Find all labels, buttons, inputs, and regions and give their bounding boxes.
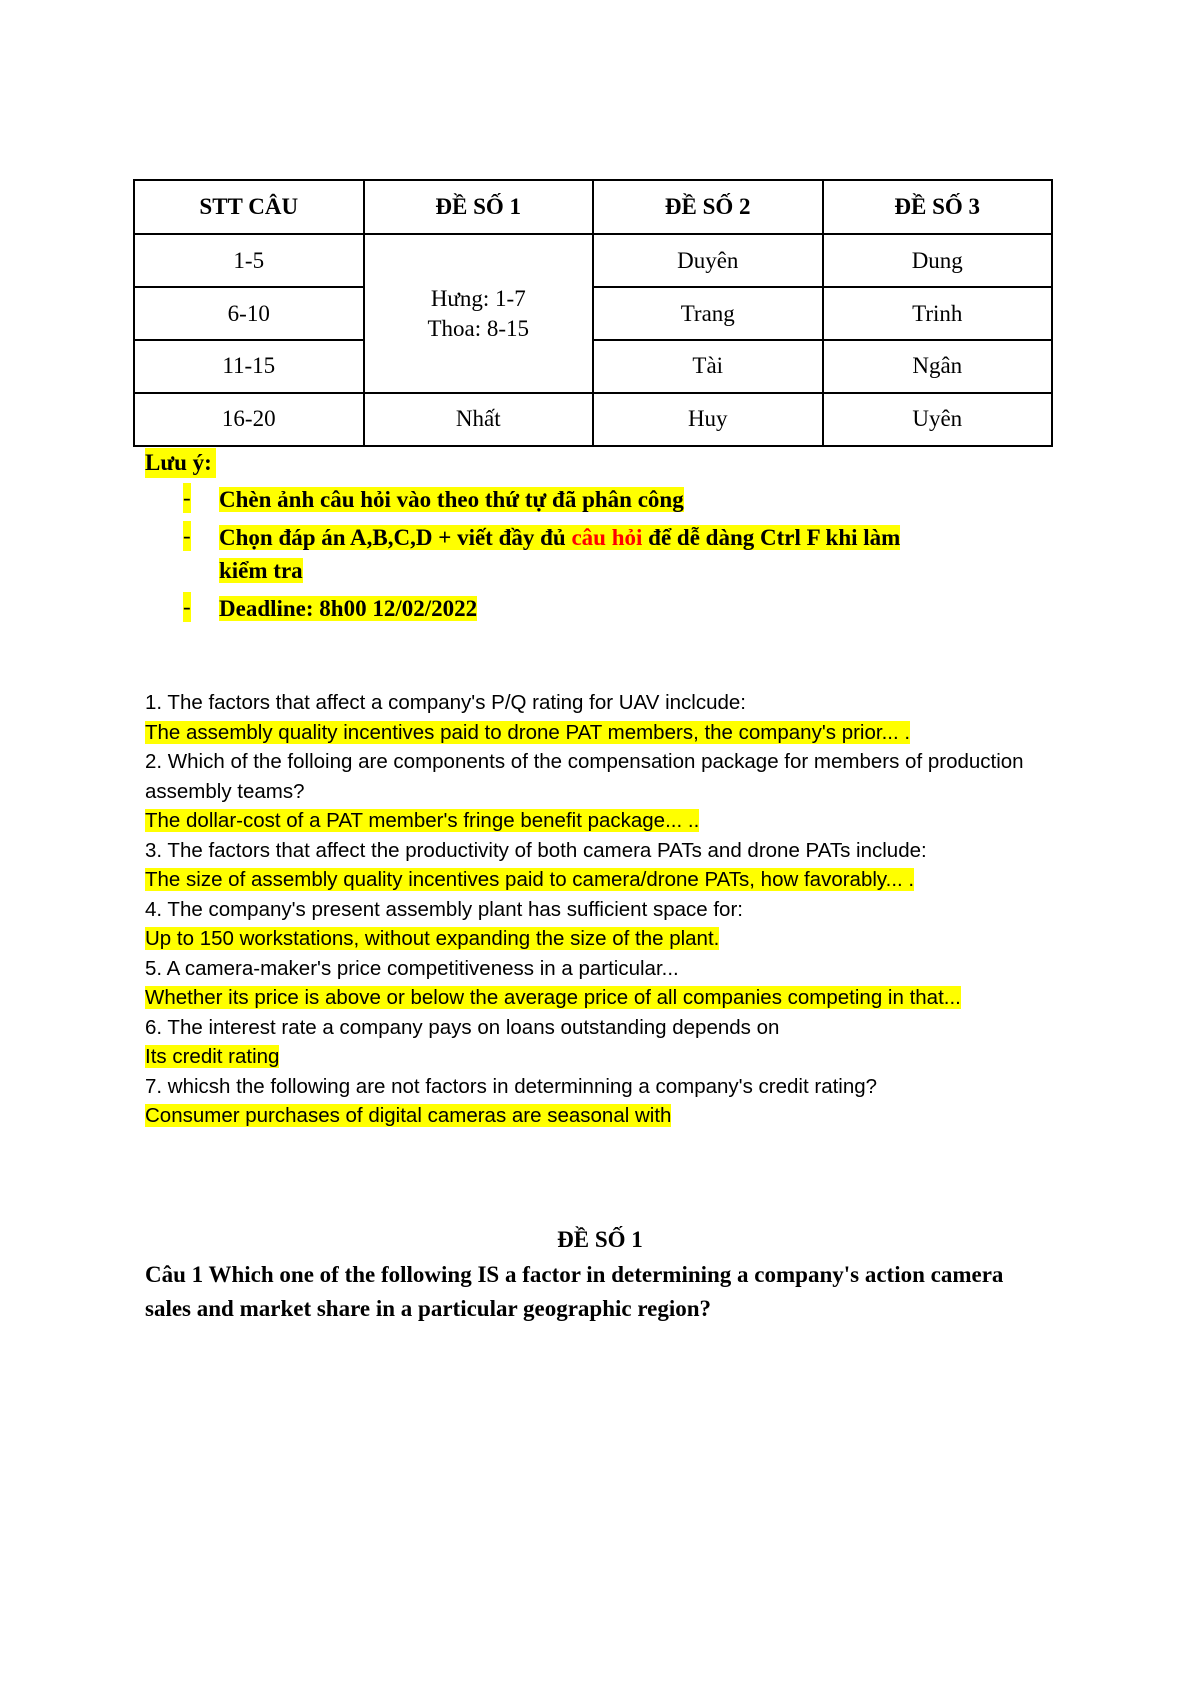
question-line: 3. The factors that affect the productivity of both camera PATs and drone PATs include: bbox=[145, 838, 927, 862]
table-row bbox=[134, 287, 1052, 340]
cell-de3: Dung bbox=[823, 234, 1053, 287]
answer-line bbox=[145, 865, 1065, 895]
note-text-part: để dễ dàng Ctrl F khi làm bbox=[642, 525, 901, 550]
answer-text: The size of assembly quality incentives paid to camera/drone PATs, how favorably... . bbox=[145, 868, 915, 891]
note-text-part: kiểm tra bbox=[219, 558, 303, 583]
header-de-so-3: ĐỀ SỐ 3 bbox=[823, 180, 1053, 234]
answer-line bbox=[145, 806, 1065, 836]
cell-range: 16-20 bbox=[134, 393, 364, 446]
note-item bbox=[145, 483, 1045, 516]
cell-de2: Trang bbox=[593, 287, 823, 340]
answer-text: The dollar-cost of a PAT member's fringe benefit package... .. bbox=[145, 809, 700, 832]
note-bullet: - bbox=[183, 521, 191, 551]
answer-text: The assembly quality incentives paid to drone PAT members, the company's prior... . bbox=[145, 720, 911, 744]
section-question: Câu 1 Which one of the following IS a factor in determining a company's action camera sales and market share in a particular geographic region? bbox=[145, 1262, 1004, 1321]
cell-de3: Uyên bbox=[823, 393, 1053, 446]
question-line: 4. The company's present assembly plant has sufficient space for: bbox=[145, 897, 743, 921]
question-line: 5. A camera-maker's price competitiveness in a particular... bbox=[145, 956, 679, 980]
question-line: 7. whicsh the following are not factors in determinning a company's credit rating? bbox=[145, 1074, 878, 1098]
cell-de3: Trinh bbox=[823, 287, 1053, 340]
header-de-so-2: ĐỀ SỐ 2 bbox=[593, 180, 823, 234]
note-bullet: - bbox=[183, 592, 191, 622]
table-row bbox=[134, 393, 1052, 446]
answer-line bbox=[145, 718, 1065, 748]
answer-text: Consumer purchases of digital cameras are seasonal with bbox=[145, 1104, 672, 1127]
cell-de2: Huy bbox=[593, 393, 823, 446]
merged-line-1: Hưng: 1-7 bbox=[430, 285, 526, 311]
note-title: Lưu ý: bbox=[145, 448, 216, 478]
qa-list bbox=[145, 688, 1065, 1131]
cell-de2: Duyên bbox=[593, 234, 823, 287]
note-item bbox=[145, 521, 1045, 587]
cell-range: 1-5 bbox=[134, 234, 364, 287]
table-header-row bbox=[134, 180, 1052, 234]
question-line: 1. The factors that affect a company's P/Q rating for UAV inclcude: bbox=[145, 691, 746, 714]
answer-line bbox=[145, 983, 1065, 1013]
table-row bbox=[134, 340, 1052, 393]
cell-merged-de1 bbox=[364, 234, 594, 393]
answer-text: Its credit rating bbox=[145, 1045, 280, 1068]
answer-line bbox=[145, 924, 1065, 954]
cell-range: 11-15 bbox=[134, 340, 364, 393]
question-line: 2. Which of the folloing are components of the compensation package for members of production assembly teams? bbox=[145, 750, 1024, 803]
header-stt-cau: STT CÂU bbox=[134, 180, 364, 234]
header-de-so-1: ĐỀ SỐ 1 bbox=[364, 180, 594, 234]
section-title: ĐỀ SỐ 1 bbox=[557, 1227, 643, 1252]
note-bullet: - bbox=[183, 483, 191, 513]
table-row bbox=[134, 234, 1052, 287]
answer-text: Whether its price is above or below the average price of all companies competing in that... bbox=[145, 986, 961, 1009]
answer-line bbox=[145, 1101, 1065, 1131]
cell-de2: Tài bbox=[593, 340, 823, 393]
question-line: 6. The interest rate a company pays on loans outstanding depends on bbox=[145, 1015, 780, 1039]
note-text-part: Chọn đáp án A,B,C,D + viết đầy đủ bbox=[219, 525, 572, 550]
answer-text: Up to 150 workstations, without expanding the size of the plant. bbox=[145, 927, 720, 950]
merged-line-2: Thoa: 8-15 bbox=[427, 315, 530, 341]
note-text: Chèn ảnh câu hỏi vào theo thứ tự đã phân công bbox=[219, 487, 684, 512]
assignment-table bbox=[133, 179, 1053, 447]
cell-de3: Ngân bbox=[823, 340, 1053, 393]
note-block bbox=[145, 448, 1045, 625]
cell-de1: Nhất bbox=[364, 393, 594, 446]
answer-line bbox=[145, 1042, 1065, 1072]
note-item bbox=[145, 592, 1045, 625]
note-text-red: câu hỏi bbox=[571, 525, 643, 550]
note-text: Deadline: 8h00 12/02/2022 bbox=[219, 596, 478, 621]
cell-range: 6-10 bbox=[134, 287, 364, 340]
